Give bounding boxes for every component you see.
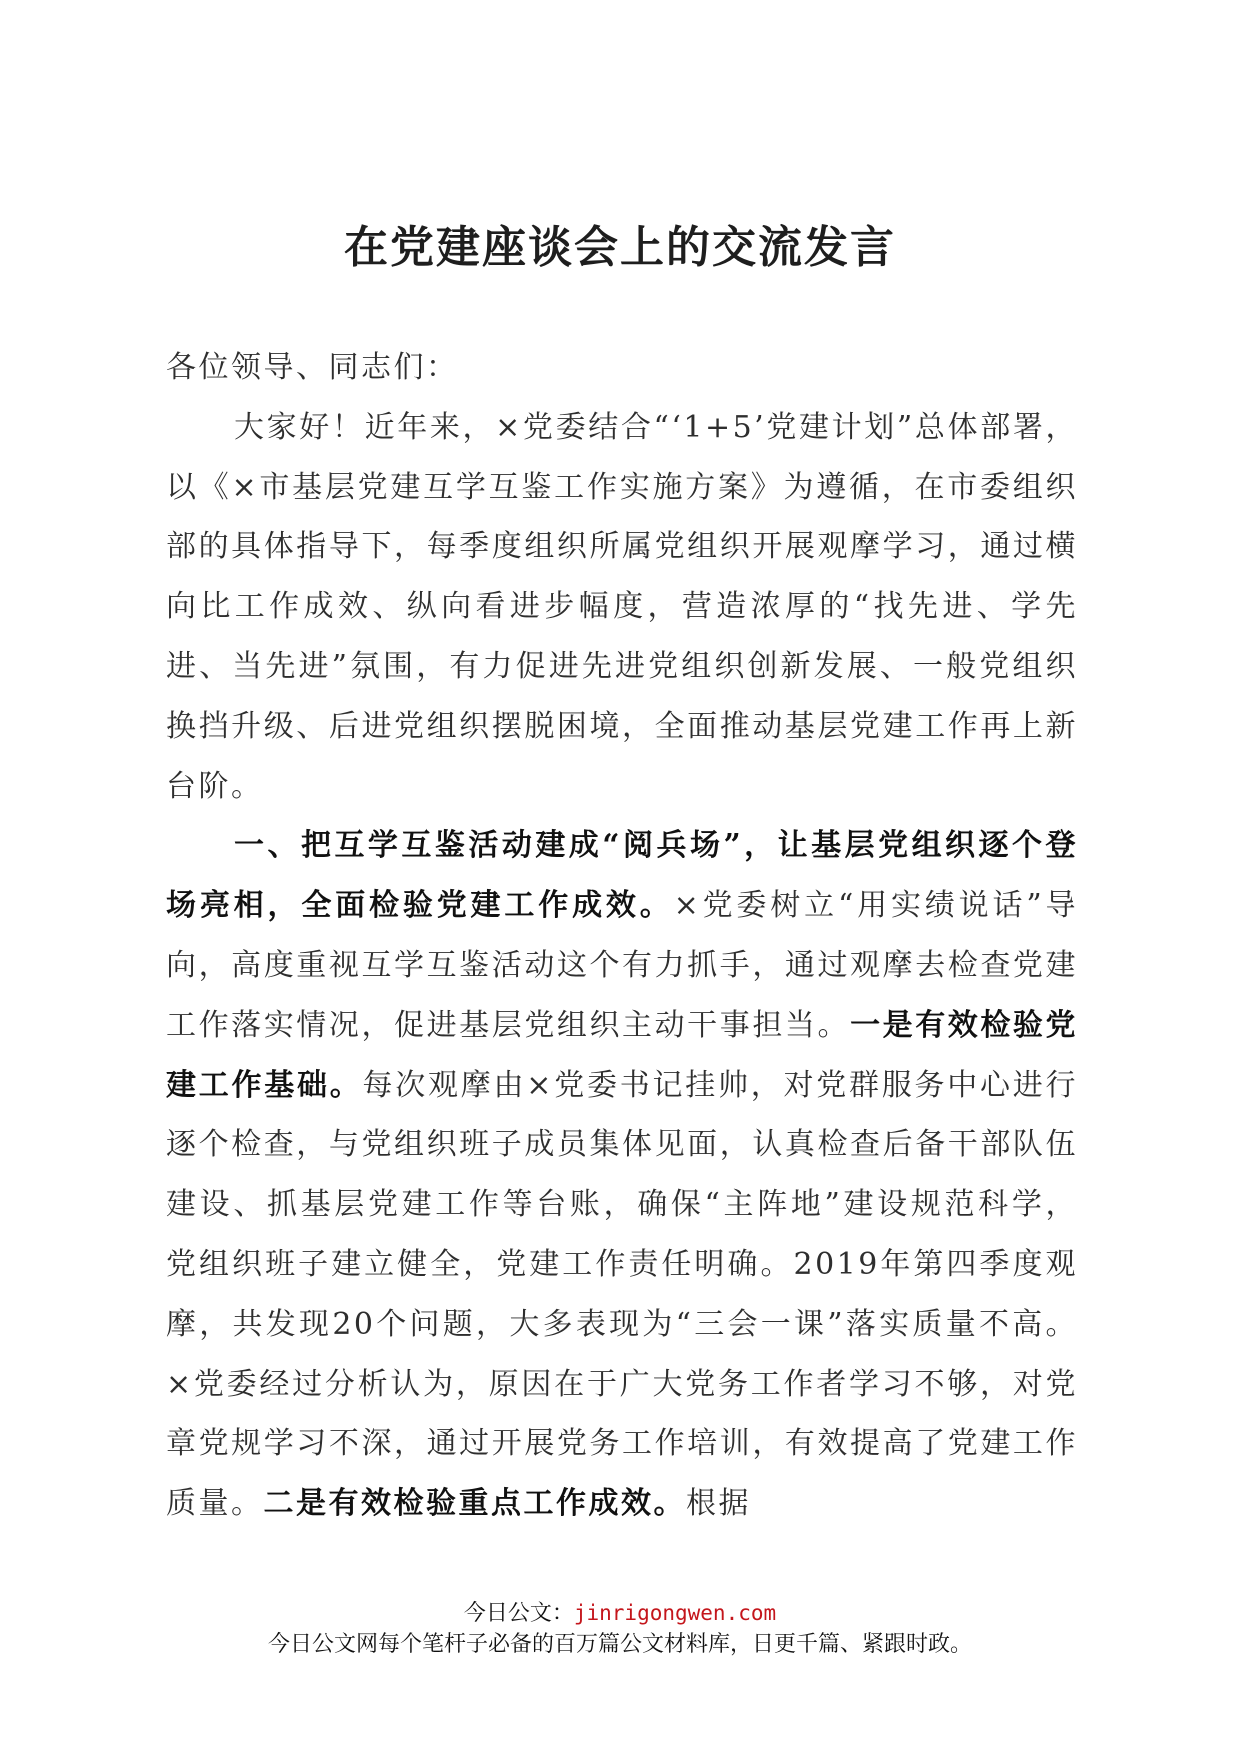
point-2-heading: 二是有效检验重点工作成效。 — [263, 1486, 686, 1522]
section-1-paragraph — [166, 816, 1078, 1534]
footer-site-url[interactable]: jinrigongwen.com — [573, 1601, 777, 1625]
section-1-text: ×党委树立“用实绩说话”导向，高度重视互学互鉴活动这个有力抓手，通过观摩去检查党建工作落实情况，促进基层党组织主动干事担当。 — [166, 888, 1079, 1043]
footer-slogan: 今日公文网每个笔杆子必备的百万篇公文材料库，日更千篇、紧跟时政。 — [267, 1632, 972, 1657]
footer-site-line — [0, 1598, 1240, 1629]
intro-paragraph: 大家好！近年来，×党委结合“‘1+5’党建计划”总体部署，以《×市基层党建互学互鉴工作实施方案》为遵循，在市委组织部的具体指导下，每季度组织所属党组织开展观摩学习，通过横向比工作成效、纵向看进步幅度，营造浓厚的“找先进、学先进、当先进”氛围，有力促进先进党组织创新发展、一般党组织换挡升级、后进党组织摆脱困境，全面推动基层党建工作再上新台阶。 — [166, 409, 1078, 804]
section-1-heading: 一、把互学互鉴活动建成“阅兵场”，让基层党组织逐个登场亮相，全面检验党建工作成效。 — [166, 828, 1078, 924]
document-title: 在党建座谈会上的交流发言 — [344, 222, 896, 273]
document-body — [166, 338, 1078, 1534]
footer-site-label: 今日公文： — [463, 1601, 574, 1626]
salutation: 各位领导、同志们： — [166, 350, 459, 385]
point-1-text: 每次观摩由×党委书记挂帅，对党群服务中心进行逐个检查，与党组织班子成员集体见面，认真检查后备干部队伍建设、抓基层党建工作等台账，确保“主阵地”建设规范科学，党组织班子建立健全，党建工作责任明确。2019年第四季度观摩，共发现20个问题，大多表现为“三会一课”落实质量不高。×党委经过分析认为，原因在于广大党务工作者学习不够，对党章党规学习不深，通过开展党务工作培训，有效提高了党建工作质量。 — [166, 1067, 1079, 1522]
point-2-text: 根据 — [686, 1486, 751, 1522]
point-1-heading: 一是有效检验党建工作基础。 — [166, 1007, 1079, 1103]
